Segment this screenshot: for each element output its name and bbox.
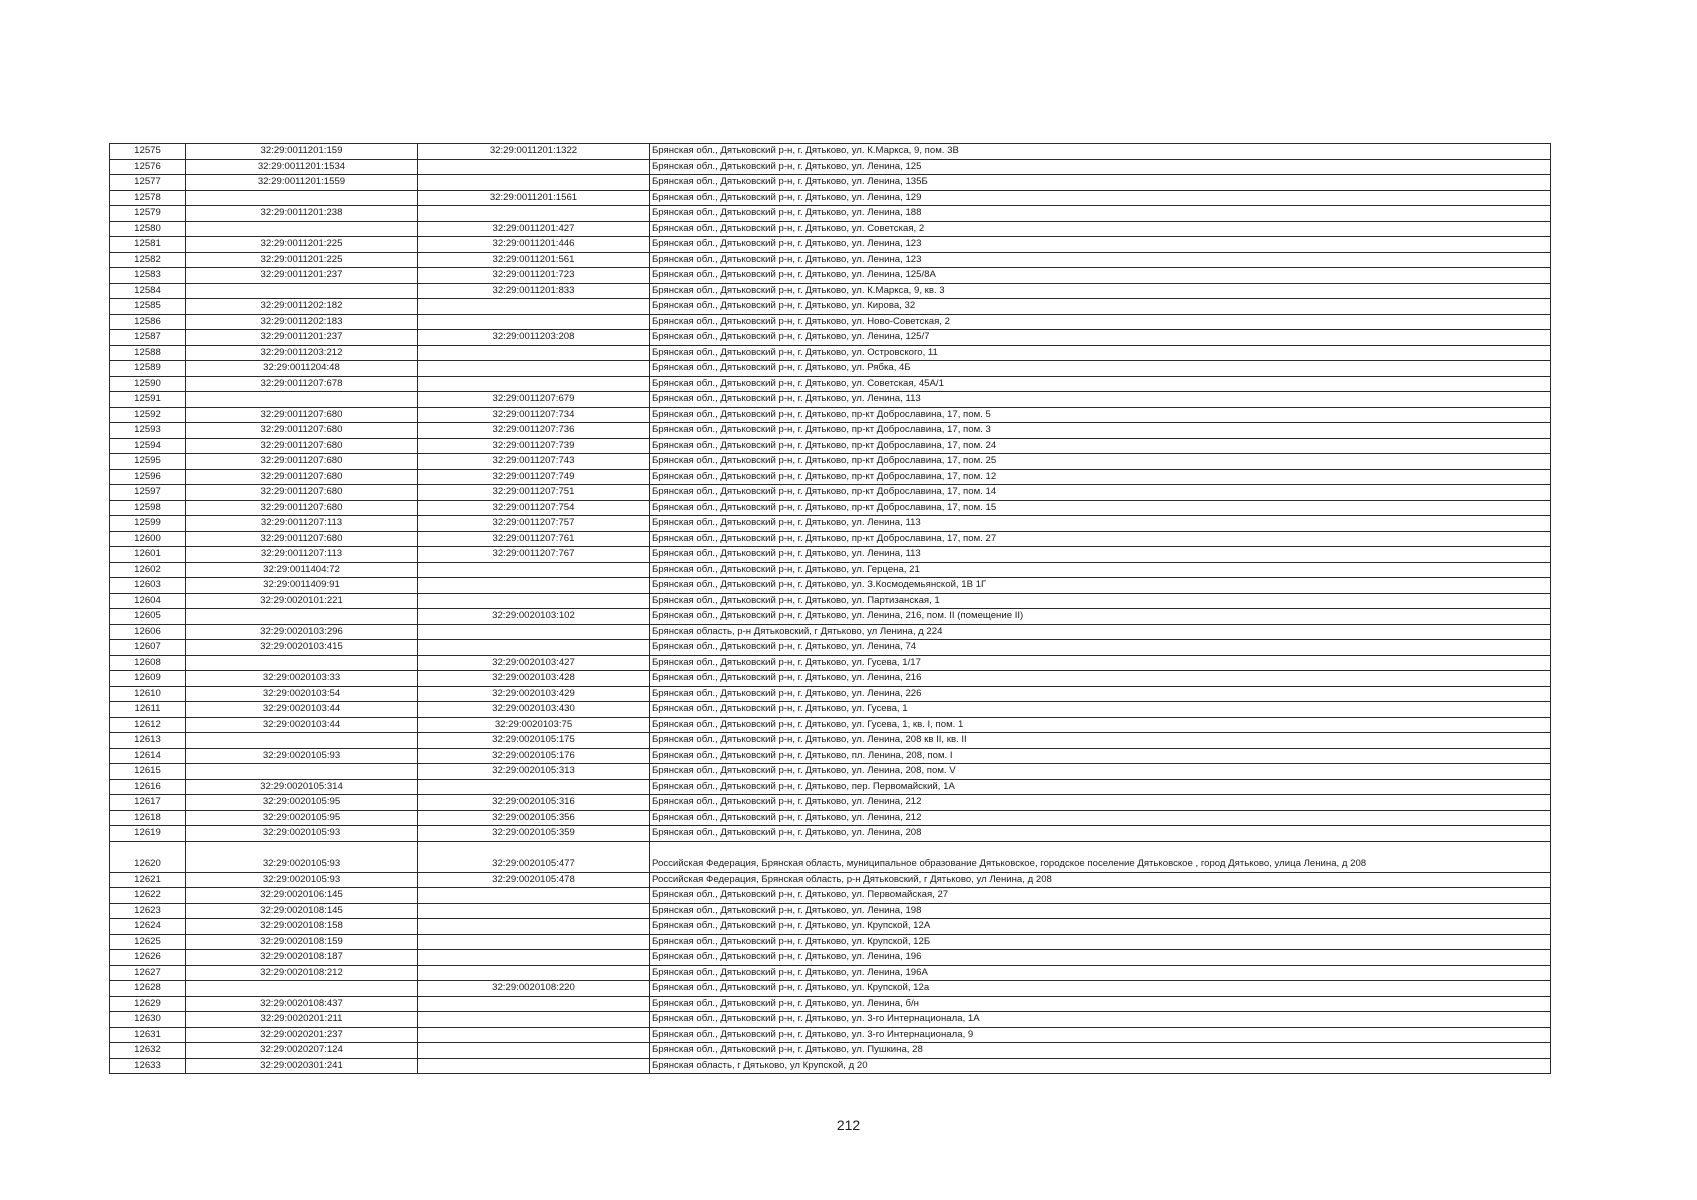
parcel-number-cell: 32:29:0020105:95	[186, 795, 418, 811]
object-number-cell: 32:29:0011207:736	[418, 423, 650, 439]
parcel-number-cell	[186, 655, 418, 671]
table-row	[110, 1043, 1551, 1059]
parcel-number-cell: 32:29:0020103:296	[186, 624, 418, 640]
row-number-cell: 12588	[110, 345, 186, 361]
parcel-number-cell: 32:29:0011207:680	[186, 500, 418, 516]
address-cell: Брянская обл., Дятьковский р-н, г. Дятьково, ул. Крупской, 12А	[650, 919, 1551, 935]
address-cell: Брянская обл., Дятьковский р-н, г. Дятьково, ул. Крупской, 12а	[650, 981, 1551, 997]
address-cell: Брянская обл., Дятьковский р-н, г. Дятьково, ул. Ленина, 188	[650, 206, 1551, 222]
parcel-number-cell: 32:29:0020108:145	[186, 903, 418, 919]
object-number-cell	[418, 314, 650, 330]
table-row	[110, 779, 1551, 795]
row-number-cell: 12576	[110, 159, 186, 175]
parcel-number-cell: 32:29:0020105:93	[186, 872, 418, 888]
object-number-cell	[418, 779, 650, 795]
parcel-number-cell: 32:29:0011404:72	[186, 562, 418, 578]
parcel-number-cell: 32:29:0011201:225	[186, 237, 418, 253]
object-number-cell: 32:29:0011201:1322	[418, 144, 650, 160]
parcel-number-cell: 32:29:0011201:1534	[186, 159, 418, 175]
address-cell: Брянская обл., Дятьковский р-н, г. Дятьково, пр-кт Доброславина, 17, пом. 14	[650, 485, 1551, 501]
table-row	[110, 485, 1551, 501]
parcel-number-cell	[186, 733, 418, 749]
parcel-number-cell: 32:29:0020106:145	[186, 888, 418, 904]
table-row	[110, 655, 1551, 671]
parcel-number-cell: 32:29:0020108:212	[186, 965, 418, 981]
parcel-number-cell: 32:29:0011207:680	[186, 423, 418, 439]
object-number-cell	[418, 1058, 650, 1074]
object-number-cell: 32:29:0011201:446	[418, 237, 650, 253]
row-number-cell: 12602	[110, 562, 186, 578]
parcel-number-cell	[186, 190, 418, 206]
object-number-cell: 32:29:0011207:679	[418, 392, 650, 408]
parcel-number-cell: 32:29:0020301:241	[186, 1058, 418, 1074]
row-number-cell: 12601	[110, 547, 186, 563]
row-number-cell: 12599	[110, 516, 186, 532]
parcel-number-cell: 32:29:0020103:33	[186, 671, 418, 687]
table-row	[110, 252, 1551, 268]
row-number-cell: 12610	[110, 686, 186, 702]
parcel-number-cell: 32:29:0011203:212	[186, 345, 418, 361]
row-number-cell: 12633	[110, 1058, 186, 1074]
parcel-number-cell: 32:29:0020105:95	[186, 810, 418, 826]
row-number-cell: 12628	[110, 981, 186, 997]
row-number-cell: 12618	[110, 810, 186, 826]
parcel-number-cell: 32:29:0011202:183	[186, 314, 418, 330]
table-row	[110, 888, 1551, 904]
row-number-cell: 12623	[110, 903, 186, 919]
address-cell: Брянская обл., Дятьковский р-н, г. Дятьково, ул. Партизанская, 1	[650, 593, 1551, 609]
parcel-number-cell: 32:29:0011207:113	[186, 547, 418, 563]
parcel-number-cell: 32:29:0020201:211	[186, 1012, 418, 1028]
parcel-number-cell	[186, 764, 418, 780]
parcel-number-cell	[186, 283, 418, 299]
table-row	[110, 996, 1551, 1012]
parcel-number-cell	[186, 392, 418, 408]
parcel-number-cell: 32:29:0020103:415	[186, 640, 418, 656]
row-number-cell: 12626	[110, 950, 186, 966]
parcel-number-cell: 32:29:0020105:93	[186, 826, 418, 842]
table-row	[110, 144, 1551, 160]
object-number-cell: 32:29:0011207:739	[418, 438, 650, 454]
parcel-number-cell	[186, 221, 418, 237]
table-row	[110, 872, 1551, 888]
table-body	[110, 144, 1551, 1074]
parcel-number-cell: 32:29:0011201:159	[186, 144, 418, 160]
parcel-number-cell: 32:29:0011201:1559	[186, 175, 418, 191]
table-row	[110, 175, 1551, 191]
row-number-cell: 12606	[110, 624, 186, 640]
row-number-cell: 12604	[110, 593, 186, 609]
table-row	[110, 810, 1551, 826]
object-number-cell	[418, 996, 650, 1012]
address-cell: Брянская обл., Дятьковский р-н, г. Дятьково, ул. Ленина, 125/8А	[650, 268, 1551, 284]
row-number-cell: 12582	[110, 252, 186, 268]
row-number-cell: 12597	[110, 485, 186, 501]
row-number-cell: 12612	[110, 717, 186, 733]
address-cell: Брянская обл., Дятьковский р-н, г. Дятьково, ул. Ленина, 198	[650, 903, 1551, 919]
table-row	[110, 469, 1551, 485]
address-cell: Брянская обл., Дятьковский р-н, г. Дятьково, пл. Ленина, 208, пом. I	[650, 748, 1551, 764]
object-number-cell	[418, 1012, 650, 1028]
table-row	[110, 903, 1551, 919]
object-number-cell	[418, 159, 650, 175]
parcel-number-cell: 32:29:0011204:48	[186, 361, 418, 377]
table-row	[110, 934, 1551, 950]
table-row	[110, 547, 1551, 563]
address-cell: Брянская обл., Дятьковский р-н, г. Дятьково, ул. Ново-Советская, 2	[650, 314, 1551, 330]
address-cell: Брянская обл., Дятьковский р-н, г. Дятьково, ул. Гусева, 1	[650, 702, 1551, 718]
address-cell: Брянская обл., Дятьковский р-н, г. Дятьково, ул. Ленина, б/н	[650, 996, 1551, 1012]
table-row	[110, 562, 1551, 578]
row-number-cell: 12590	[110, 376, 186, 392]
object-number-cell	[418, 562, 650, 578]
object-number-cell: 32:29:0011201:427	[418, 221, 650, 237]
table-row	[110, 578, 1551, 594]
object-number-cell	[418, 888, 650, 904]
object-number-cell	[418, 934, 650, 950]
table-row	[110, 717, 1551, 733]
table-row	[110, 609, 1551, 625]
address-cell: Брянская обл., Дятьковский р-н, г. Дятьково, пр-кт Доброславина, 17, пом. 15	[650, 500, 1551, 516]
object-number-cell	[418, 640, 650, 656]
table-row	[110, 516, 1551, 532]
row-number-cell: 12629	[110, 996, 186, 1012]
address-cell: Брянская обл., Дятьковский р-н, г. Дятьково, ул. Ленина, 226	[650, 686, 1551, 702]
row-number-cell: 12621	[110, 872, 186, 888]
object-number-cell	[418, 624, 650, 640]
address-cell: Брянская обл., Дятьковский р-н, г. Дятьково, ул. 3-го Интернационала, 1А	[650, 1012, 1551, 1028]
cadastral-table	[109, 143, 1551, 1074]
table-row	[110, 919, 1551, 935]
address-cell: Брянская область, р-н Дятьковский, г Дятьково, ул Ленина, д 224	[650, 624, 1551, 640]
address-cell: Брянская обл., Дятьковский р-н, г. Дятьково, пр-кт Доброславина, 17, пом. 25	[650, 454, 1551, 470]
table-row	[110, 159, 1551, 175]
parcel-number-cell: 32:29:0020105:314	[186, 779, 418, 795]
row-number-cell: 12598	[110, 500, 186, 516]
object-number-cell: 32:29:0020103:102	[418, 609, 650, 625]
object-number-cell	[418, 206, 650, 222]
object-number-cell: 32:29:0020105:175	[418, 733, 650, 749]
object-number-cell	[418, 1027, 650, 1043]
object-number-cell: 32:29:0011207:761	[418, 531, 650, 547]
object-number-cell: 32:29:0020105:356	[418, 810, 650, 826]
object-number-cell	[418, 578, 650, 594]
parcel-number-cell: 32:29:0011201:237	[186, 330, 418, 346]
address-cell: Брянская обл., Дятьковский р-н, г. Дятьково, пер. Первомайский, 1А	[650, 779, 1551, 795]
parcel-number-cell: 32:29:0011202:182	[186, 299, 418, 315]
object-number-cell: 32:29:0011201:1561	[418, 190, 650, 206]
parcel-number-cell: 32:29:0020108:437	[186, 996, 418, 1012]
address-cell: Брянская обл., Дятьковский р-н, г. Дятьково, ул. Ленина, 135Б	[650, 175, 1551, 191]
row-number-cell: 12595	[110, 454, 186, 470]
row-number-cell: 12614	[110, 748, 186, 764]
row-number-cell: 12627	[110, 965, 186, 981]
table-row	[110, 330, 1551, 346]
row-number-cell: 12619	[110, 826, 186, 842]
address-cell: Российская Федерация, Брянская область, р-н Дятьковский, г Дятьково, ул Ленина, д 208	[650, 872, 1551, 888]
table-row	[110, 965, 1551, 981]
address-cell: Брянская обл., Дятьковский р-н, г. Дятьково, ул. Ленина, 208, пом. V	[650, 764, 1551, 780]
row-number-cell: 12584	[110, 283, 186, 299]
object-number-cell: 32:29:0020108:220	[418, 981, 650, 997]
address-cell: Брянская обл., Дятьковский р-н, г. Дятьково, ул. Гусева, 1/17	[650, 655, 1551, 671]
address-cell: Брянская обл., Дятьковский р-н, г. Дятьково, ул. Островского, 11	[650, 345, 1551, 361]
address-cell: Брянская обл., Дятьковский р-н, г. Дятьково, пр-кт Доброславина, 17, пом. 12	[650, 469, 1551, 485]
row-number-cell: 12591	[110, 392, 186, 408]
object-number-cell	[418, 965, 650, 981]
address-cell: Брянская обл., Дятьковский р-н, г. Дятьково, ул. Ленина, 212	[650, 795, 1551, 811]
address-cell: Брянская обл., Дятьковский р-н, г. Дятьково, ул. Ленина, 123	[650, 252, 1551, 268]
address-cell: Брянская обл., Дятьковский р-н, г. Дятьково, ул. Ленина, 212	[650, 810, 1551, 826]
table-row	[110, 345, 1551, 361]
parcel-number-cell: 32:29:0011409:91	[186, 578, 418, 594]
row-number-cell: 12608	[110, 655, 186, 671]
table-row	[110, 314, 1551, 330]
parcel-number-cell: 32:29:0020103:44	[186, 717, 418, 733]
address-cell: Брянская обл., Дятьковский р-н, г. Дятьково, ул. З.Космодемьянской, 1В 1Г	[650, 578, 1551, 594]
row-number-cell: 12632	[110, 1043, 186, 1059]
row-number-cell: 12617	[110, 795, 186, 811]
object-number-cell: 32:29:0020105:359	[418, 826, 650, 842]
object-number-cell: 32:29:0020105:477	[418, 841, 650, 872]
row-number-cell: 12622	[110, 888, 186, 904]
table-row	[110, 640, 1551, 656]
address-cell: Брянская обл., Дятьковский р-н, г. Дятьково, пр-кт Доброславина, 17, пом. 5	[650, 407, 1551, 423]
row-number-cell: 12589	[110, 361, 186, 377]
object-number-cell: 32:29:0020105:478	[418, 872, 650, 888]
object-number-cell: 32:29:0011203:208	[418, 330, 650, 346]
object-number-cell	[418, 593, 650, 609]
object-number-cell: 32:29:0020103:75	[418, 717, 650, 733]
object-number-cell: 32:29:0020103:429	[418, 686, 650, 702]
object-number-cell	[418, 175, 650, 191]
row-number-cell: 12586	[110, 314, 186, 330]
row-number-cell: 12592	[110, 407, 186, 423]
parcel-number-cell: 32:29:0020201:237	[186, 1027, 418, 1043]
parcel-number-cell: 32:29:0011207:680	[186, 407, 418, 423]
object-number-cell: 32:29:0011207:743	[418, 454, 650, 470]
row-number-cell: 12600	[110, 531, 186, 547]
table-row	[110, 702, 1551, 718]
row-number-cell: 12611	[110, 702, 186, 718]
address-cell: Брянская обл., Дятьковский р-н, г. Дятьково, ул. Первомайская, 27	[650, 888, 1551, 904]
object-number-cell: 32:29:0020105:176	[418, 748, 650, 764]
address-cell: Брянская обл., Дятьковский р-н, г. Дятьково, ул. Ленина, 113	[650, 547, 1551, 563]
row-number-cell: 12578	[110, 190, 186, 206]
row-number-cell: 12605	[110, 609, 186, 625]
parcel-number-cell: 32:29:0011207:680	[186, 485, 418, 501]
object-number-cell: 32:29:0020103:427	[418, 655, 650, 671]
parcel-number-cell	[186, 609, 418, 625]
address-cell: Брянская обл., Дятьковский р-н, г. Дятьково, ул. Ленина, 74	[650, 640, 1551, 656]
address-cell: Брянская обл., Дятьковский р-н, г. Дятьково, пр-кт Доброславина, 17, пом. 24	[650, 438, 1551, 454]
object-number-cell	[418, 376, 650, 392]
table-row	[110, 748, 1551, 764]
table-row	[110, 206, 1551, 222]
table-row	[110, 407, 1551, 423]
address-cell: Брянская обл., Дятьковский р-н, г. Дятьково, ул. Ленина, 129	[650, 190, 1551, 206]
parcel-number-cell: 32:29:0020207:124	[186, 1043, 418, 1059]
address-cell: Брянская обл., Дятьковский р-н, г. Дятьково, ул. Ленина, 208 кв II, кв. II	[650, 733, 1551, 749]
address-cell: Брянская обл., Дятьковский р-н, г. Дятьково, ул. Советская, 2	[650, 221, 1551, 237]
table-row	[110, 221, 1551, 237]
row-number-cell: 12587	[110, 330, 186, 346]
row-number-cell: 12613	[110, 733, 186, 749]
address-cell: Брянская обл., Дятьковский р-н, г. Дятьково, ул. Ленина, 216	[650, 671, 1551, 687]
row-number-cell: 12607	[110, 640, 186, 656]
table-row	[110, 283, 1551, 299]
address-cell: Брянская обл., Дятьковский р-н, г. Дятьково, ул. Кирова, 32	[650, 299, 1551, 315]
row-number-cell: 12583	[110, 268, 186, 284]
row-number-cell: 12615	[110, 764, 186, 780]
table-row	[110, 392, 1551, 408]
address-cell: Брянская обл., Дятьковский р-н, г. Дятьково, пр-кт Доброславина, 17, пом. 3	[650, 423, 1551, 439]
row-number-cell: 12630	[110, 1012, 186, 1028]
parcel-number-cell: 32:29:0011207:680	[186, 469, 418, 485]
row-number-cell: 12620	[110, 841, 186, 872]
row-number-cell: 12577	[110, 175, 186, 191]
object-number-cell: 32:29:0011201:833	[418, 283, 650, 299]
table-row	[110, 1058, 1551, 1074]
address-cell: Брянская обл., Дятьковский р-н, г. Дятьково, ул. 3-го Интернационала, 9	[650, 1027, 1551, 1043]
table-row	[110, 624, 1551, 640]
row-number-cell: 12625	[110, 934, 186, 950]
row-number-cell: 12593	[110, 423, 186, 439]
object-number-cell: 32:29:0011207:757	[418, 516, 650, 532]
parcel-number-cell: 32:29:0011201:238	[186, 206, 418, 222]
row-number-cell: 12631	[110, 1027, 186, 1043]
address-cell: Брянская обл., Дятьковский р-н, г. Дятьково, ул. Ленина, 123	[650, 237, 1551, 253]
table-row	[110, 950, 1551, 966]
table-row	[110, 764, 1551, 780]
table-row	[110, 1027, 1551, 1043]
object-number-cell: 32:29:0011207:751	[418, 485, 650, 501]
parcel-number-cell: 32:29:0011207:113	[186, 516, 418, 532]
table-row	[110, 190, 1551, 206]
table-row	[110, 268, 1551, 284]
address-cell: Брянская обл., Дятьковский р-н, г. Дятьково, ул. Ленина, 216, пом. II (помещение II)	[650, 609, 1551, 625]
object-number-cell	[418, 1043, 650, 1059]
parcel-number-cell: 32:29:0011207:678	[186, 376, 418, 392]
parcel-number-cell: 32:29:0011201:225	[186, 252, 418, 268]
address-cell: Брянская обл., Дятьковский р-н, г. Дятьково, ул. Гусева, 1, кв. I, пом. 1	[650, 717, 1551, 733]
page-number: 212	[836, 1117, 861, 1133]
row-number-cell: 12581	[110, 237, 186, 253]
table-row	[110, 733, 1551, 749]
table-row	[110, 361, 1551, 377]
object-number-cell	[418, 919, 650, 935]
table-row	[110, 454, 1551, 470]
table-row	[110, 438, 1551, 454]
address-cell: Брянская обл., Дятьковский р-н, г. Дятьково, ул. К.Маркса, 9, пом. 3В	[650, 144, 1551, 160]
row-number-cell: 12596	[110, 469, 186, 485]
parcel-number-cell: 32:29:0011207:680	[186, 531, 418, 547]
address-cell: Брянская обл., Дятьковский р-н, г. Дятьково, ул. Герцена, 21	[650, 562, 1551, 578]
address-cell: Брянская обл., Дятьковский р-н, г. Дятьково, ул. Ленина, 196	[650, 950, 1551, 966]
parcel-number-cell: 32:29:0020108:158	[186, 919, 418, 935]
parcel-number-cell: 32:29:0020105:93	[186, 841, 418, 872]
row-number-cell: 12603	[110, 578, 186, 594]
address-cell: Брянская обл., Дятьковский р-н, г. Дятьково, пр-кт Доброславина, 17, пом. 27	[650, 531, 1551, 547]
table-row	[110, 423, 1551, 439]
object-number-cell: 32:29:0011207:767	[418, 547, 650, 563]
table-row	[110, 841, 1551, 872]
address-cell: Брянская обл., Дятьковский р-н, г. Дятьково, ул. Ленина, 125/7	[650, 330, 1551, 346]
address-cell: Брянская обл., Дятьковский р-н, г. Дятьково, ул. Ленина, 125	[650, 159, 1551, 175]
address-cell: Российская Федерация, Брянская область, муниципальное образование Дятьковское, городское поселение Дятьковское , город Дятьково, улица Ленина, д 208	[650, 841, 1551, 872]
object-number-cell: 32:29:0011201:723	[418, 268, 650, 284]
address-cell: Брянская обл., Дятьковский р-н, г. Дятьково, ул. Пушкина, 28	[650, 1043, 1551, 1059]
row-number-cell: 12609	[110, 671, 186, 687]
row-number-cell: 12579	[110, 206, 186, 222]
row-number-cell: 12580	[110, 221, 186, 237]
parcel-number-cell: 32:29:0011207:680	[186, 454, 418, 470]
object-number-cell	[418, 903, 650, 919]
parcel-number-cell: 32:29:0020103:54	[186, 686, 418, 702]
row-number-cell: 12575	[110, 144, 186, 160]
parcel-number-cell: 32:29:0011207:680	[186, 438, 418, 454]
address-cell: Брянская обл., Дятьковский р-н, г. Дятьково, ул. Ленина, 208	[650, 826, 1551, 842]
object-number-cell: 32:29:0020105:316	[418, 795, 650, 811]
object-number-cell	[418, 345, 650, 361]
row-number-cell: 12616	[110, 779, 186, 795]
row-number-cell: 12585	[110, 299, 186, 315]
object-number-cell: 32:29:0011207:754	[418, 500, 650, 516]
address-cell: Брянская обл., Дятьковский р-н, г. Дятьково, ул. Советская, 45А/1	[650, 376, 1551, 392]
table-row	[110, 237, 1551, 253]
parcel-number-cell: 32:29:0011201:237	[186, 268, 418, 284]
address-cell: Брянская обл., Дятьковский р-н, г. Дятьково, ул. Рябка, 4Б	[650, 361, 1551, 377]
object-number-cell: 32:29:0011201:561	[418, 252, 650, 268]
address-cell: Брянская обл., Дятьковский р-н, г. Дятьково, ул. К.Маркса, 9, кв. 3	[650, 283, 1551, 299]
object-number-cell: 32:29:0020105:313	[418, 764, 650, 780]
object-number-cell: 32:29:0020103:428	[418, 671, 650, 687]
table-row	[110, 671, 1551, 687]
table-row	[110, 826, 1551, 842]
table-row	[110, 376, 1551, 392]
parcel-number-cell: 32:29:0020108:159	[186, 934, 418, 950]
object-number-cell: 32:29:0020103:430	[418, 702, 650, 718]
address-cell: Брянская область, г Дятьково, ул Крупской, д 20	[650, 1058, 1551, 1074]
table-row	[110, 531, 1551, 547]
object-number-cell: 32:29:0011207:749	[418, 469, 650, 485]
row-number-cell: 12594	[110, 438, 186, 454]
parcel-number-cell: 32:29:0020108:187	[186, 950, 418, 966]
object-number-cell	[418, 950, 650, 966]
address-cell: Брянская обл., Дятьковский р-н, г. Дятьково, ул. Ленина, 113	[650, 516, 1551, 532]
table-row	[110, 981, 1551, 997]
table-row	[110, 795, 1551, 811]
table-row	[110, 593, 1551, 609]
table-row	[110, 299, 1551, 315]
parcel-number-cell: 32:29:0020103:44	[186, 702, 418, 718]
object-number-cell	[418, 299, 650, 315]
parcel-number-cell	[186, 981, 418, 997]
address-cell: Брянская обл., Дятьковский р-н, г. Дятьково, ул. Крупской, 12Б	[650, 934, 1551, 950]
row-number-cell: 12624	[110, 919, 186, 935]
table-row	[110, 1012, 1551, 1028]
object-number-cell: 32:29:0011207:734	[418, 407, 650, 423]
parcel-number-cell: 32:29:0020105:93	[186, 748, 418, 764]
parcel-number-cell: 32:29:0020101:221	[186, 593, 418, 609]
address-cell: Брянская обл., Дятьковский р-н, г. Дятьково, ул. Ленина, 196А	[650, 965, 1551, 981]
address-cell: Брянская обл., Дятьковский р-н, г. Дятьково, ул. Ленина, 113	[650, 392, 1551, 408]
table-row	[110, 500, 1551, 516]
object-number-cell	[418, 361, 650, 377]
table-row	[110, 686, 1551, 702]
